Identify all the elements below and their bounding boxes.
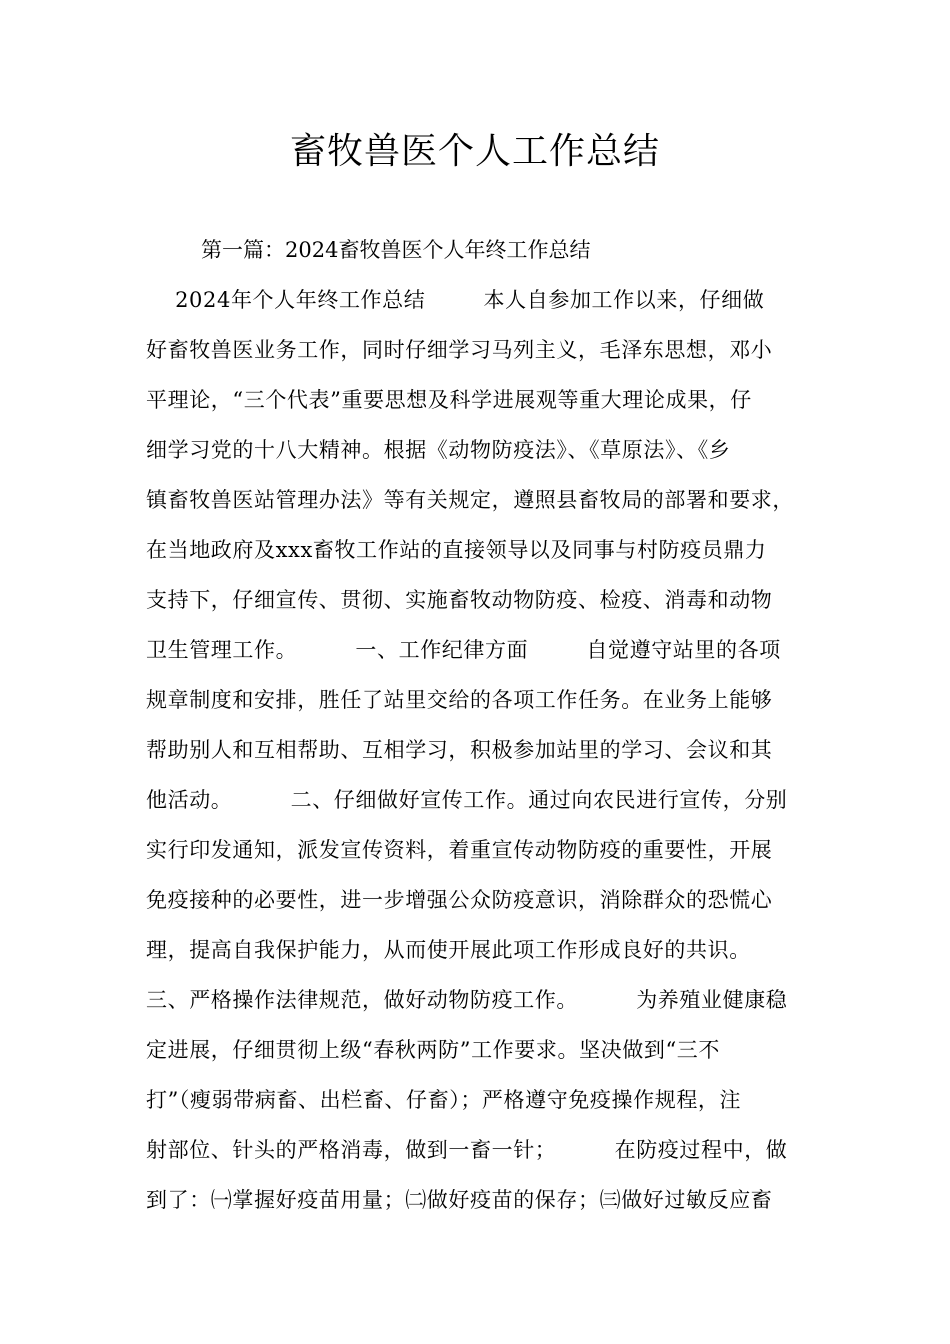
body-line: 细学习党的十八大精神。根据《动物防疫法》、《草原法》、《乡 [146,438,731,462]
body-line: 实行印发通知，派发宣传资料，着重宣传动物防疫的重要性，开展 [146,838,773,862]
body-line: 定进展，仔细贯彻上级“春秋两防”工作要求。坚决做到“三不 [146,1038,721,1062]
body-line: 帮助别人和互相帮助、互相学习，积极参加站里的学习、会议和其 [146,738,773,762]
body-line: 到了：㈠掌握好疫苗用量；㈡做好疫苗的保存；㈢做好过敏反应畜 [146,1188,773,1212]
body-line: 规章制度和安排，胜任了站里交给的各项工作任务。在业务上能够 [146,688,773,712]
body-line: 平理论，“三个代表”重要思想及科学进展观等重大理论成果，仔 [146,388,752,412]
body-line: 2024年个人年终工作总结 本人自参加工作以来，仔细做 [146,288,765,312]
document-title: 畜牧兽医个人工作总结 [289,131,660,172]
body-line: 免疫接种的必要性，进一步增强公众防疫意识，消除群众的恐慌心 [146,888,773,912]
document-body [146,282,846,1232]
body-line: 在当地政府及xxx畜牧工作站的直接领导以及同事与村防疫员鼎力 [146,538,767,562]
body-line: 三、严格操作法律规范，做好动物防疫工作。 为养殖业健康稳 [146,988,788,1012]
document-subtitle: 第一篇：2024畜牧兽医个人年终工作总结 [201,238,591,262]
body-line: 射部位、针头的严格消毒，做到一畜一针； 在防疫过程中，做 [146,1138,788,1162]
body-line: 打”（瘦弱带病畜、出栏畜、仔畜）；严格遵守免疫操作规程，注 [146,1088,742,1112]
body-line: 卫生管理工作。 一、工作纪律方面 自觉遵守站里的各项 [146,638,781,662]
body-line: 支持下，仔细宣传、贯彻、实施畜牧动物防疫、检疫、消毒和动物 [146,588,773,612]
body-line: 好畜牧兽医业务工作，同时仔细学习马列主义，毛泽东思想，邓小 [146,338,773,362]
body-line: 镇畜牧兽医站管理办法》等有关规定，遵照县畜牧局的部署和要求， [146,488,794,512]
body-line: 理，提高自我保护能力，从而使开展此项工作形成良好的共识。 [146,938,751,962]
body-line: 他活动。 二、仔细做好宣传工作。通过向农民进行宣传，分别 [146,788,788,812]
